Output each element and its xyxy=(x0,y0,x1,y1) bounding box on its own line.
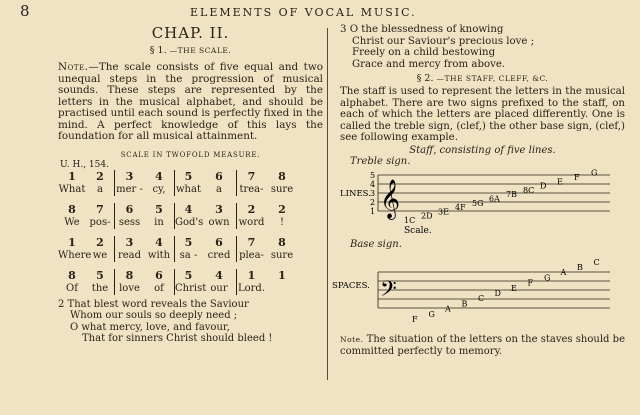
staff-caption: Staff, consisting of five lines. xyxy=(409,145,556,157)
staff-note-letter: 7B xyxy=(506,190,517,200)
note-text: —The scale consists of five equal and two unequal steps in the progression of musical sounds. These steps are represented by the letters in the musical alphabet, and should be practised until each sound is perfectly fixed in the mind. A perfect knowledge of this lays the foundation for all musical attainment. xyxy=(58,61,323,142)
section-title: —THE SCALE. xyxy=(169,46,232,55)
staff-paragraph: The staff is used to represent the letters in the musical alphabet. There are two signs prefixed to the staff, on each of which the letters are placed differently. One is called the treble sign, (clef,) the other base sign, (clef,) see following example. xyxy=(340,86,625,143)
staff-note-letter: B xyxy=(577,263,583,273)
staff-note-letter: B xyxy=(461,299,468,309)
staff-note-letter: F xyxy=(527,279,534,289)
hymn-verse-2: 2 That blest word reveals the Saviour Whom our souls so deeply need ; O what mercy, love, and favour, That for sinners Christ should bleed ! xyxy=(58,298,273,344)
page-number: 8 xyxy=(20,2,30,20)
staff-note-letter: E xyxy=(511,284,517,294)
lyric-row: Where we read with sa - cred plea- sure xyxy=(58,249,294,261)
base-sign-label: Base sign. xyxy=(350,239,402,251)
lyric-row: Of the love of Christ our Lord. xyxy=(66,282,266,294)
staff-note-letter: D xyxy=(494,289,501,299)
treble-sign-label: Treble sign. xyxy=(350,156,411,168)
section-title: —THE STAFF, CLEFF, &C. xyxy=(436,74,549,84)
number-row: 1 2 3 4 5 6 7 8 xyxy=(68,169,286,183)
staff-note-letter: 5G xyxy=(472,199,484,209)
staff-note-letter: 3E xyxy=(438,207,449,217)
lyric-row: We pos- sess in God's own word ! xyxy=(64,216,285,228)
staff-note-letter: E xyxy=(557,177,563,187)
section-number: § 2. xyxy=(416,73,434,85)
staff-note-letter: G xyxy=(591,169,598,179)
line-number: 2 xyxy=(370,198,376,208)
line-number: 4 xyxy=(370,180,376,190)
note-lead: Note. xyxy=(58,61,89,73)
staff-note-letter: 2D xyxy=(421,212,433,222)
lines-label: LINES. xyxy=(340,189,371,200)
line-number: 5 xyxy=(370,171,376,181)
scale-label: Scale. xyxy=(404,226,432,237)
treble-clef-icon: 𝄞 xyxy=(380,179,401,220)
number-row: 1 2 3 4 5 6 7 8 xyxy=(68,235,286,249)
staff-note-letter: A xyxy=(445,305,451,315)
staff-note-letter: F xyxy=(412,315,418,325)
scale-note xyxy=(58,62,323,143)
line-number: 3 xyxy=(370,189,376,199)
staff-note-letter: 8C xyxy=(523,186,535,196)
staff-note-letter: G xyxy=(544,273,551,283)
number-row: 8 7 6 5 4 3 2 2 xyxy=(68,202,286,216)
staff-note-letter: 1C xyxy=(404,216,416,226)
lyric-row: What a mer - cy, what a trea- sure xyxy=(58,183,294,195)
hymn-verse-3: 3 O the blessedness of knowing Christ our Saviour's precious love ; Freely on a child bestowing Grace and mercy from above. xyxy=(340,24,535,70)
staff-note-letter: C xyxy=(478,294,485,304)
staff-note-letter: 4F xyxy=(455,203,466,213)
scale-title: SCALE IN TWOFOLD MEASURE. xyxy=(120,150,261,159)
left-column xyxy=(58,22,323,345)
section-number: § 1. xyxy=(149,45,167,56)
music-example xyxy=(58,170,313,295)
note-lead: Note. xyxy=(340,335,364,345)
treble-staff-diagram xyxy=(340,167,625,235)
staff-note-letter: 6A xyxy=(489,194,500,204)
staff-note-letter: D xyxy=(540,182,547,192)
chapter-heading: CHAP. II. xyxy=(151,24,230,42)
bass-clef-icon: 𝄢 xyxy=(380,277,397,308)
line-number: 1 xyxy=(370,207,376,217)
section-heading xyxy=(58,45,323,56)
section-heading xyxy=(340,73,625,84)
staff-note-letter: A xyxy=(560,268,567,278)
right-column xyxy=(332,24,625,357)
memory-note xyxy=(340,334,625,357)
staff-note-letter: F xyxy=(574,173,580,183)
running-title: ELEMENTS OF VOCAL MUSIC. xyxy=(190,6,417,19)
note-text: The situation of the letters on the staves should be committed perfectly to memory. xyxy=(340,334,625,357)
spaces-label: SPACES. xyxy=(332,281,370,292)
staff-note-letter: C xyxy=(593,258,600,268)
staff-note-letter: G xyxy=(428,310,435,320)
number-row: 8 5 8 6 5 4 1 1 xyxy=(68,268,286,282)
base-staff-diagram xyxy=(332,250,625,328)
tune-reference: U. H., 154. xyxy=(60,159,109,170)
column-divider xyxy=(327,28,328,380)
